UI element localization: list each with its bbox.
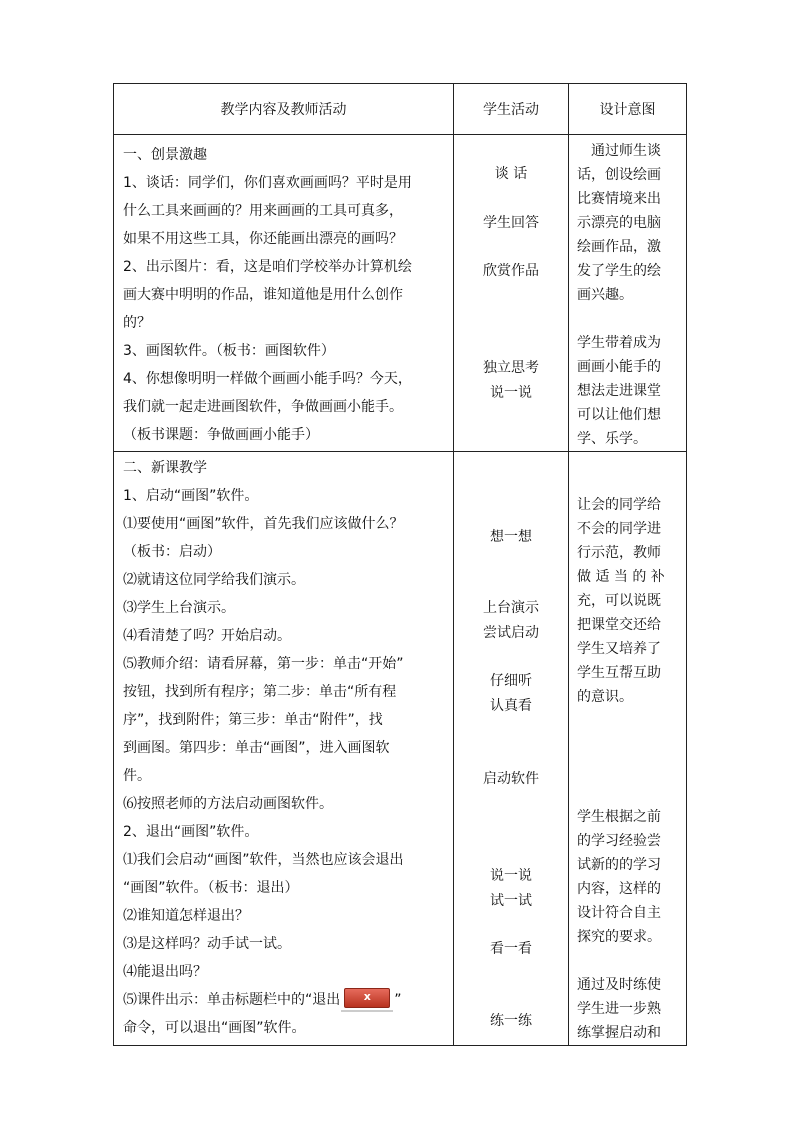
section2-student-cell xyxy=(454,452,569,1046)
s1-design-line: 学、乐学。 xyxy=(577,431,647,447)
s2-teacher-line: ⑷看清楚了吗？开始启动。 xyxy=(123,628,291,644)
s2-design-line: 探究的要求。 xyxy=(577,929,661,945)
s2-design-line: 内容，这样的 xyxy=(577,881,661,897)
header-teacher-activity: 教学内容及教师活动 xyxy=(114,84,454,135)
s1-teacher-line: 如果不用这些工具，你还能画出漂亮的画吗？ xyxy=(123,231,403,247)
s1-student-say: 说一说 xyxy=(490,385,532,401)
s2-design-line: 的学习经验尝 xyxy=(577,833,661,849)
s2-student-look: 看一看 xyxy=(490,941,532,957)
s1-design-line: 画画小能手的 xyxy=(577,359,661,375)
section2-row xyxy=(114,452,687,1046)
s2-design-line: 的意识。 xyxy=(577,689,633,705)
section1-design-cell xyxy=(569,135,687,452)
s1-design-line: 示漂亮的电脑 xyxy=(577,215,661,231)
section2-design-text xyxy=(569,452,686,1045)
s2-teacher-line: 2、退出“画图”软件。 xyxy=(123,824,259,840)
s2-design-line: 学生进一步熟 xyxy=(577,1001,661,1017)
s2-student-listen: 仔细听 xyxy=(490,673,532,689)
s1-teacher-line: 3、画图软件。（板书：画图软件） xyxy=(123,343,335,359)
s2-teacher-line: 序”，找到附件；第三步：单击“附件”，找 xyxy=(123,712,383,728)
close-glyph: x xyxy=(363,990,371,1003)
s2-design-line xyxy=(577,733,680,757)
section2-teacher-text xyxy=(114,452,453,1042)
section2-design-cell xyxy=(569,452,687,1046)
s2-design-line: 行示范，教师 xyxy=(577,545,661,561)
section1-row xyxy=(114,135,687,452)
header-row xyxy=(114,84,687,135)
s2-teacher-line: ⑶是这样吗？动手试一试。 xyxy=(123,936,291,952)
s1-design-line: 话，创设绘画 xyxy=(577,167,661,183)
s2-student-launch: 启动软件 xyxy=(483,771,539,787)
s1-student-answer: 学生回答 xyxy=(483,215,539,231)
s1-teacher-line: 一、创景激趣 xyxy=(123,147,207,163)
s2-design-line xyxy=(577,709,680,733)
s1-design-line: 发了学生的绘 xyxy=(577,263,661,279)
s2-teacher-line: 按钮，找到所有程序；第二步：单击“所有程 xyxy=(123,684,397,700)
s2-teacher-line: 1、启动“画图”软件。 xyxy=(123,488,259,504)
s1-teacher-line: 1、谈话：同学们，你们喜欢画画吗？平时是用 xyxy=(123,175,412,191)
s2-design-line: 学生互帮互助 xyxy=(577,665,661,681)
section1-teacher-text xyxy=(114,135,453,449)
s1-student-think: 独立思考 xyxy=(483,360,539,376)
s2-student-demo: 上台演示 xyxy=(483,600,539,616)
s2-exit-step5 xyxy=(123,986,443,1014)
s2-teacher-line: 到画图。第四步：单击“画图”，进入画图软 xyxy=(123,740,390,756)
s2-teacher-line: “画图”软件。（板书：退出） xyxy=(123,880,299,896)
section1-student-cell xyxy=(454,135,569,452)
s2-student-say: 说一说 xyxy=(490,868,532,884)
s2-exit-step5-cont: 命令，可以退出“画图”软件。 xyxy=(123,1020,306,1036)
s2-teacher-line: 二、新课教学 xyxy=(123,460,207,476)
s1-teacher-line: 的？ xyxy=(123,315,151,331)
section2-teacher-cell xyxy=(114,452,454,1046)
s2-design-line: 把课堂交还给 xyxy=(577,617,661,633)
s2-teacher-line: ⑹按照老师的方法启动画图软件。 xyxy=(123,796,333,812)
s2-teacher-line: ⑷能退出吗？ xyxy=(123,964,207,980)
s2-teacher-line: ⑴我们会启动“画图”软件，当然也应该会退出 xyxy=(123,852,404,868)
s2-design-line xyxy=(577,949,680,973)
s2-teacher-line: ⑵谁知道怎样退出？ xyxy=(123,908,249,924)
s2-teacher-line: ⑵就请这位同学给我们演示。 xyxy=(123,572,305,588)
s2-teacher-line: 件。 xyxy=(123,768,151,784)
s2-exit-quote: ” xyxy=(394,992,402,1008)
s2-design-line: 让会的同学给 xyxy=(577,497,661,513)
s2-design-line xyxy=(577,757,680,781)
s1-student-talk: 谈 话 xyxy=(494,166,528,182)
s2-design-line xyxy=(577,781,680,805)
s2-design-line: 学生又培养了 xyxy=(577,641,661,657)
s1-design-line: 绘画作品，激 xyxy=(577,239,661,255)
s2-student-try-start: 尝试启动 xyxy=(483,625,539,641)
s2-teacher-line: ⑸教师介绍：请看屏幕，第一步：单击“开始” xyxy=(123,656,404,672)
s1-design-line: 比赛情境来出 xyxy=(577,191,661,207)
s2-design-line: 充，可以说既 xyxy=(577,593,661,609)
s2-design-line: 学生根据之前 xyxy=(577,809,661,825)
section1-teacher-cell xyxy=(114,135,454,452)
s2-design-line: 不会的同学进 xyxy=(577,521,661,537)
s1-design-line: 学生带着成为 xyxy=(577,335,661,351)
s1-teacher-line: 2、出示图片：看，这是咱们学校举办计算机绘 xyxy=(123,259,412,275)
header-student-activity: 学生活动 xyxy=(454,84,569,135)
s2-teacher-line: （板书：启动） xyxy=(123,544,221,560)
s1-design-line: 画兴趣。 xyxy=(577,287,633,303)
s1-design-line: 可以让他们想 xyxy=(577,407,661,423)
lesson-plan-table xyxy=(113,83,687,1046)
s2-student-practice: 练一练 xyxy=(490,1013,532,1029)
s1-teacher-line: 4、你想像明明一样做个画画小能手吗？今天， xyxy=(123,371,412,387)
s2-student-try: 试一试 xyxy=(490,893,532,909)
s1-teacher-line: 什么工具来画画的？用来画画的工具可真多， xyxy=(123,203,403,219)
s2-student-watch: 认真看 xyxy=(490,698,532,714)
section1-design-text xyxy=(569,135,686,451)
header-design-intent: 设计意图 xyxy=(569,84,687,135)
s1-student-appreciate: 欣赏作品 xyxy=(483,263,539,279)
s1-design-line: 通过师生谈 xyxy=(577,143,661,159)
close-icon xyxy=(344,988,390,1008)
s2-design-line: 练掌握启动和 xyxy=(577,1025,661,1041)
s2-student-think: 想一想 xyxy=(490,529,532,545)
s2-design-line: 做 适 当 的 补 xyxy=(577,569,665,585)
s2-teacher-line: ⑶学生上台演示。 xyxy=(123,600,235,616)
s2-design-line: 通过及时练使 xyxy=(577,977,661,993)
s1-design-line xyxy=(577,307,680,331)
s2-teacher-line: ⑴要使用“画图”软件，首先我们应该做什么？ xyxy=(123,516,404,532)
s1-teacher-line: 画大赛中明明的作品，谁知道他是用什么创作 xyxy=(123,287,403,303)
s1-design-line: 想法走进课堂 xyxy=(577,383,661,399)
s2-design-line: 试新的的学习 xyxy=(577,857,661,873)
s2-exit-step5-text: ⑸课件出示：单击标题栏中的“退出 xyxy=(123,992,341,1008)
s1-teacher-line: 我们就一起走进画图软件，争做画画小能手。 xyxy=(123,399,403,415)
s1-teacher-line: （板书课题：争做画画小能手） xyxy=(123,427,319,443)
section2-teacher-lines xyxy=(123,454,443,986)
s2-design-line: 设计符合自主 xyxy=(577,905,661,921)
